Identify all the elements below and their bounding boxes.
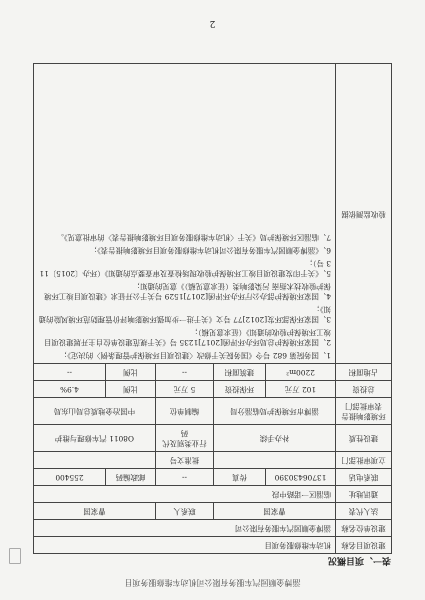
builder-label: 建设单位名称 xyxy=(336,520,392,537)
approval-no-value xyxy=(33,452,155,469)
basis-label: 验收监测依据 xyxy=(336,64,392,364)
basis-item: 6、《淄博金顺园汽车服务有限公司机动车维修服务项目环境影响报告表》； xyxy=(89,246,331,256)
investment-ratio-value: 4.9% xyxy=(33,381,105,398)
table-row xyxy=(33,425,391,452)
basis-item: 1、国务院第 682 号令《国务院关于修改〈建设项目环境保护管理条例〉的决定》； xyxy=(59,351,331,361)
eia-dept-label: 环境影响报告表审批部门 xyxy=(336,398,392,425)
industry-value: O8011 汽车修理与维护 xyxy=(33,425,155,452)
approval-dept-value xyxy=(214,452,336,469)
table-row xyxy=(33,469,391,486)
phone-label: 联系电话 xyxy=(336,469,392,486)
table-row xyxy=(33,537,391,554)
basis-item: 3、国家环保部环发[2012]77 号文《关于进一步加强环境影响评价管理防范环境风险的通知》； xyxy=(38,305,331,325)
area-value: 2200m² xyxy=(266,364,336,381)
area-label: 占地面积 xyxy=(336,364,392,381)
contact-person-label: 联系人 xyxy=(156,503,214,520)
project-name-label: 建设项目名称 xyxy=(336,537,392,554)
zip-value: 255400 xyxy=(33,469,105,486)
nature-value: 补办手续 xyxy=(214,425,336,452)
contact-person-value: 曹家国 xyxy=(33,503,155,520)
project-overview-table xyxy=(33,63,392,554)
approval-no-label: 批准文号 xyxy=(156,452,214,469)
table-row xyxy=(33,486,391,503)
compile-unit-label: 编制单位 xyxy=(156,398,214,425)
area-ratio-value: -- xyxy=(33,364,105,381)
zip-label: 邮政编码 xyxy=(106,469,156,486)
section-title: 表一、项目概况 xyxy=(327,555,391,565)
investment-value: 102 万元 xyxy=(266,381,336,398)
legal-value: 曹家国 xyxy=(214,503,336,520)
build-area-value: -- xyxy=(156,364,214,381)
table-row xyxy=(33,398,391,425)
page-number: 2 xyxy=(209,18,216,28)
env-investment-label: 环保投资 xyxy=(214,381,266,398)
table-row xyxy=(33,64,391,364)
address-label: 通讯地址 xyxy=(336,486,392,503)
fax-label: 传真 xyxy=(214,469,266,486)
industry-label: 行业类别及代码 xyxy=(156,425,214,452)
env-investment-value: 5 万元 xyxy=(156,381,214,398)
project-name-value: 机动车维修服务项目 xyxy=(33,537,335,554)
eia-dept-value: 淄博市环境保护局临淄分局 xyxy=(214,398,336,425)
table-row xyxy=(33,503,391,520)
build-area-label: 建筑面积 xyxy=(214,364,266,381)
table-row xyxy=(33,520,391,537)
basis-item: 5、《关于印发建设项目竣工环境保护验收现场检查及审查要点的通知》（环办〔2015〕113 号）； xyxy=(39,259,331,279)
builder-value: 淄博金顺园汽车服务有限公司 xyxy=(33,520,335,537)
compile-unit-value: 中国冶金地质总局山东局 xyxy=(33,398,155,425)
table-row xyxy=(33,364,391,381)
basis-list xyxy=(33,64,335,364)
table-row xyxy=(33,452,391,469)
nature-label: 建设性质 xyxy=(336,425,392,452)
basis-item: 7、临淄区环境保护局《关于〈机动车维修服务项目环境影响报告表〉的审批意见》。 xyxy=(56,233,331,243)
address-value: 临淄区一诺路中段 xyxy=(33,486,335,503)
basis-item: 2、国家环境保护总局环办环评函[2017]1235 号《关于规范建设单位自主开展建设项目竣工环境保护验收的通知》（征求意见稿）； xyxy=(44,328,331,348)
investment-ratio-label: 比例 xyxy=(106,381,156,398)
legal-label: 法人代表 xyxy=(336,503,392,520)
document-header: 淄博金顺园汽车服务有限公司机动车维修服务项目 xyxy=(124,578,301,587)
investment-label: 总投资 xyxy=(336,381,392,398)
scan-edge-mark xyxy=(9,548,21,564)
area-ratio-label: 比例 xyxy=(106,364,156,381)
basis-item: 4、国家环境保护部办公厅环办环评函[2017]1529 号关于公开征求《建设项目竣工环境保护验收技术指南 污染影响类（征求意见稿）》意见的通知； xyxy=(44,282,331,302)
phone-value: 13706430390 xyxy=(266,469,336,486)
fax-value: -- xyxy=(156,469,214,486)
table-row xyxy=(33,381,391,398)
approval-dept-label: 立项审批部门 xyxy=(336,452,392,469)
